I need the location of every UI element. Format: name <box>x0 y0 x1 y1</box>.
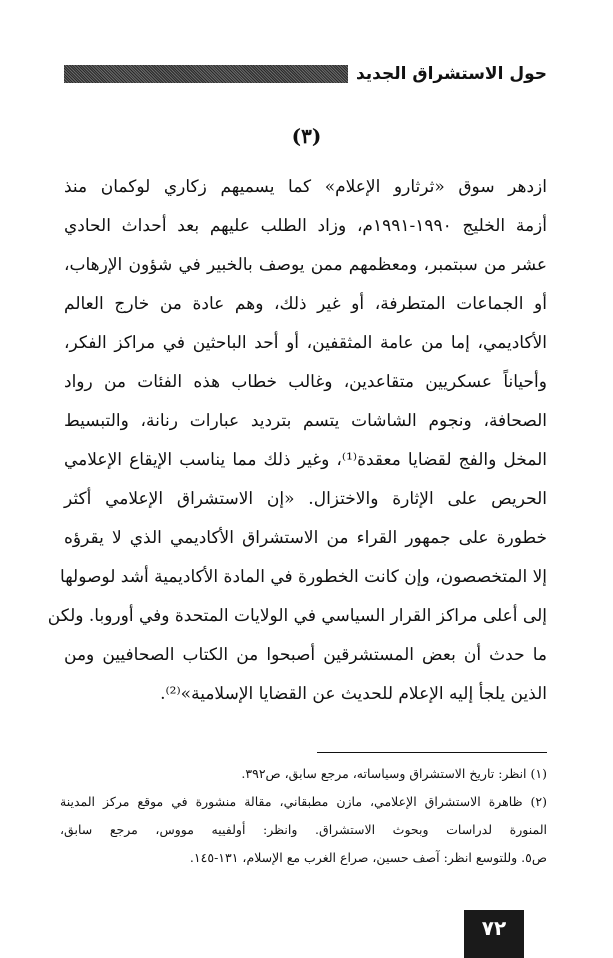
body-line: أو الجماعات المتطرفة، أو غير ذلك، وهم عادة من خارج العالم <box>64 294 547 314</box>
body-line: خطورة على جمهور القراء من الاستشراق الأكاديمي الذي لا يقرؤه <box>64 528 547 548</box>
body-line: عشر من سبتمبر، ومعظمهم ممن يوصف بالخبير في شؤون الإرهاب، <box>64 255 547 275</box>
footnote: (١) انظر: تاريخ الاستشراق وسياساته، مرجع سابق، ص٣٩٢. <box>241 766 547 781</box>
body-line: الذين يلجأ إليه الإعلام للحديث عن القضايا الإسلامية»⁽²⁾. <box>160 684 547 704</box>
body-line: الحريص على الإثارة والاختزال. «إن الاستشراق الإعلامي أكثر <box>64 489 547 509</box>
body-line: المخل والفج لقضايا معقدة⁽¹⁾، وغير ذلك مما يناسب الإيقاع الإعلامي <box>64 450 547 470</box>
body-line: أزمة الخليج ١٩٩٠-١٩٩١م، وزاد الطلب عليهم بعد أحداث الحادي <box>64 216 547 236</box>
body-line: إلا المتخصصون، وإن كانت الخطورة في المادة الأكاديمية أشد لوصولها <box>60 567 547 587</box>
header-decorative-bar <box>64 65 348 83</box>
section-number: (٣) <box>291 124 322 148</box>
footnote-separator <box>317 752 547 753</box>
footnote: المنورة لدراسات وبحوث الاستشراق. وانظر: أولفييه مووس، مرجع سابق، <box>60 822 547 837</box>
page-number: ٧٢ <box>464 910 524 958</box>
footnote: ص٥. وللتوسع انظر: آصف حسين، صراع الغرب مع الإسلام، ١٣١-١٤٥. <box>189 850 547 865</box>
footnote: (٢) ظاهرة الاستشراق الإعلامي، مازن مطبقاني، مقالة منشورة في موقع مركز المدينة <box>60 794 547 809</box>
body-text <box>47 168 547 714</box>
footnotes <box>60 760 547 872</box>
body-line: ما حدث أن بعض المستشرقين أصبحوا من الكتاب الصحافيين ومن <box>64 645 547 665</box>
header-title: حول الاستشراق الجديد <box>355 64 547 84</box>
body-line: الصحافة، ونجوم الشاشات يتسم بترديد عبارات رنانة، والتبسيط <box>64 411 547 431</box>
body-line: إلى أعلى مراكز القرار السياسي في الولايات المتحدة وفي أوروبا. ولكن <box>47 606 547 626</box>
running-header <box>64 60 547 88</box>
body-line: ازدهر سوق «ثرثارو الإعلام» كما يسميهم زكاري لوكمان منذ <box>64 177 547 197</box>
body-line: الأكاديمي، إما من عامة المثقفين، أو أحد الباحثين في مراكز الفكر، <box>64 333 547 353</box>
body-line: وأحياناً عسكريين متقاعدين، وغالب خطاب هذه الفئات من رواد <box>64 372 547 392</box>
